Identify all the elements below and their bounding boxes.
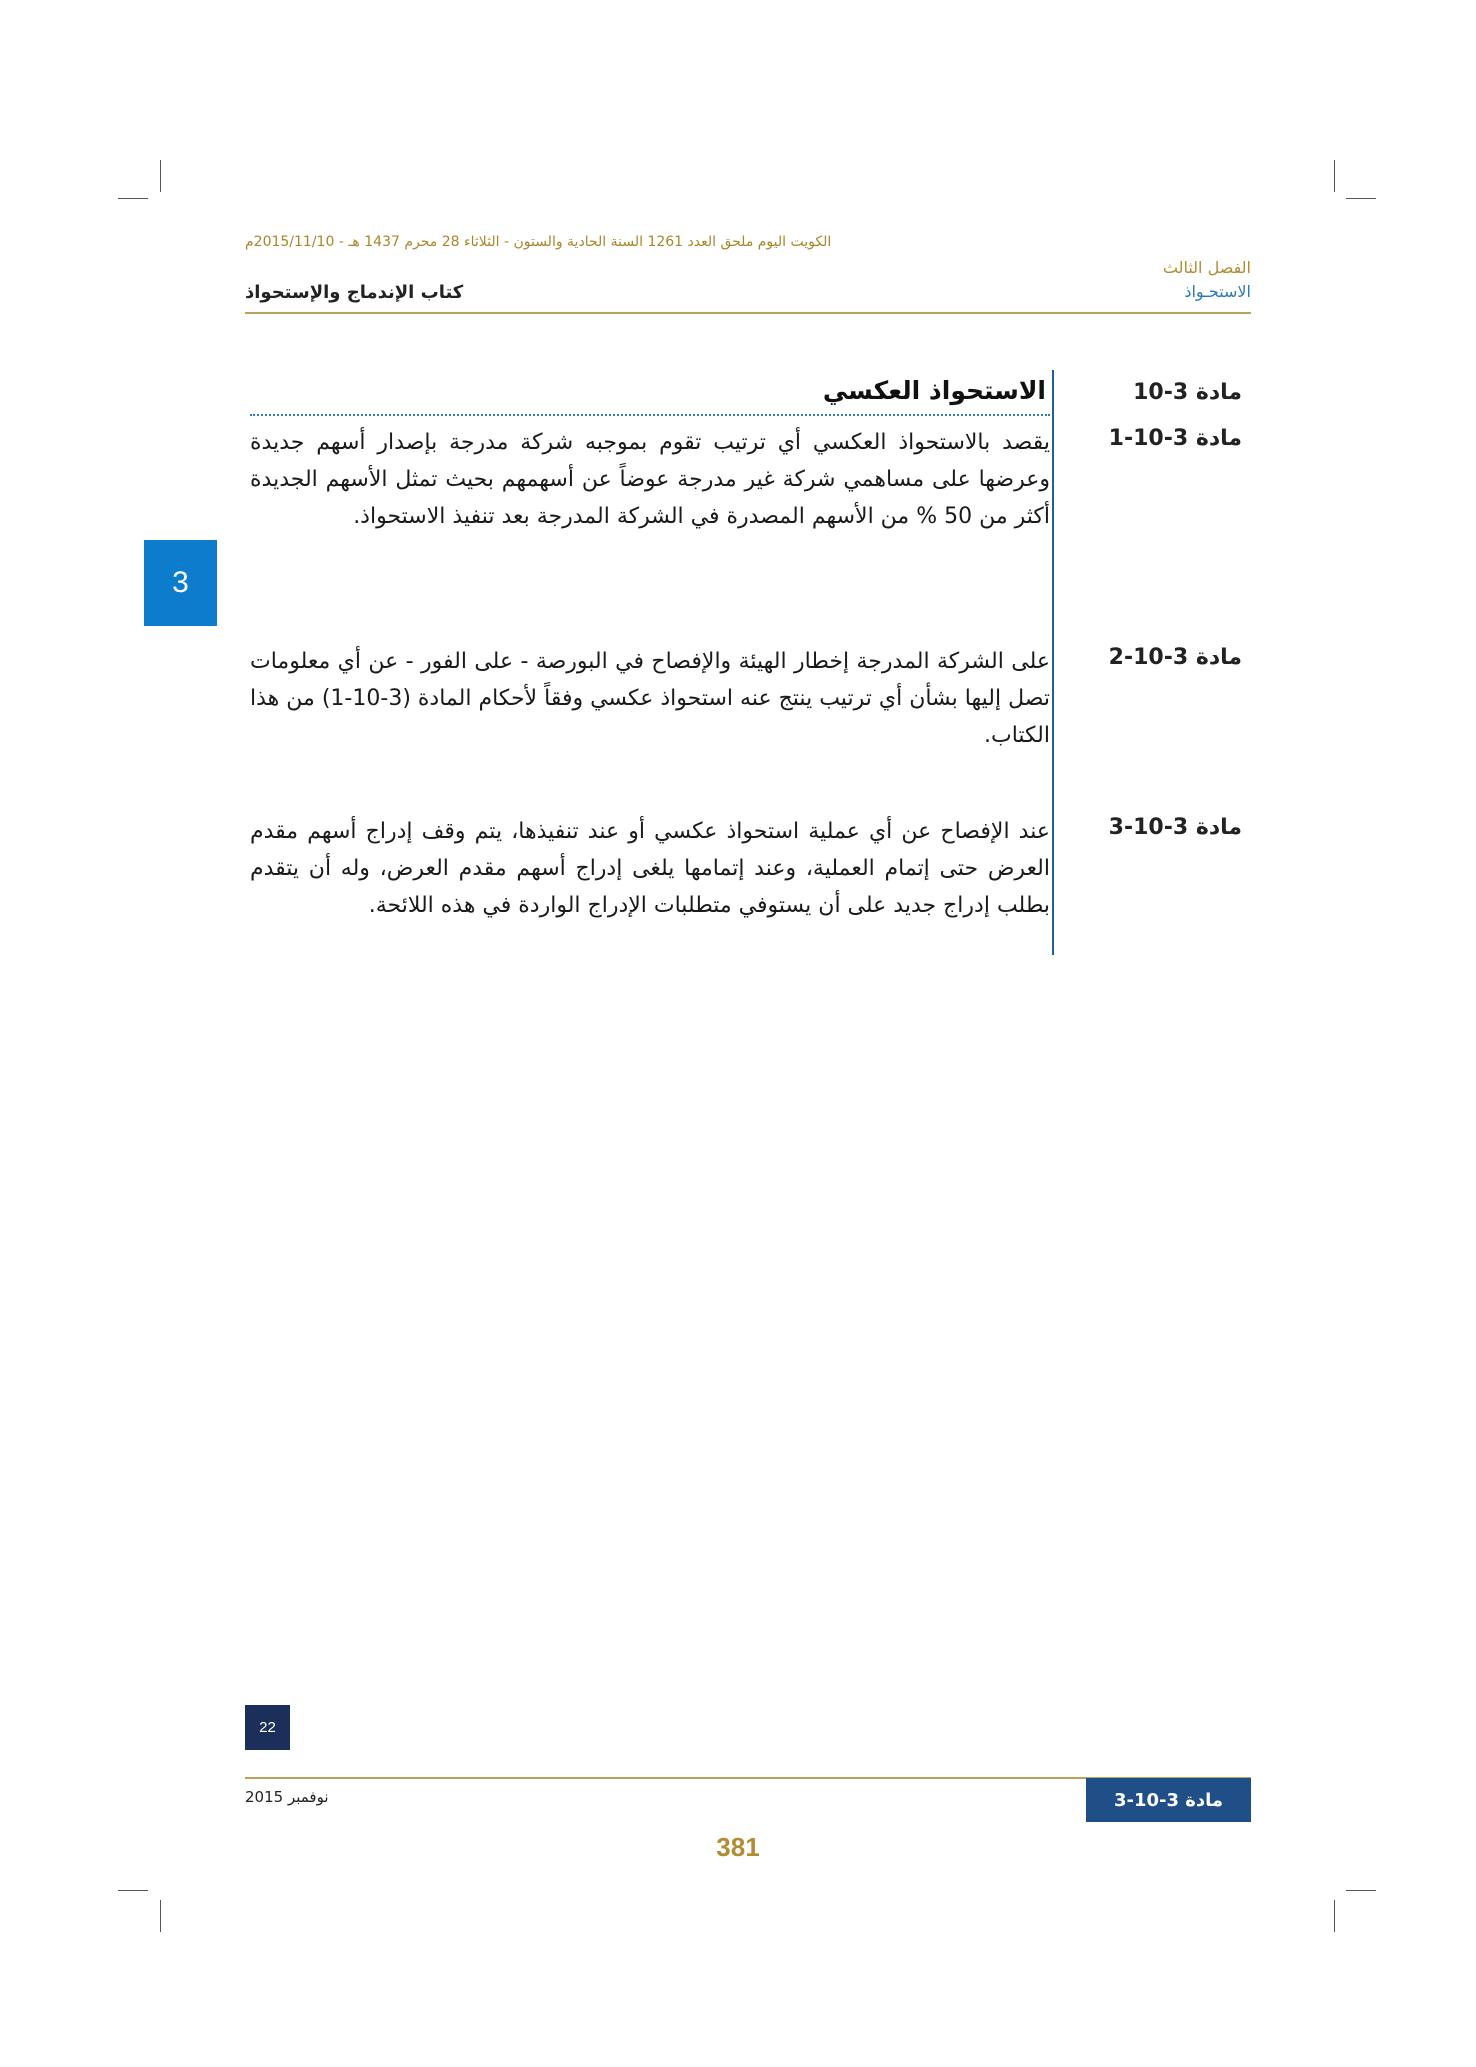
- book-title: كتاب الإندماج والإستحواذ: [245, 282, 464, 303]
- crop-mark: [118, 198, 148, 199]
- chapter-side-tab: 3: [144, 540, 217, 626]
- crop-mark: [160, 160, 161, 192]
- article-text: على الشركة المدرجة إخطار الهيئة والإفصاح في البورصة - على الفور - عن أي معلومات تصل إليها بشأن أي ترتيب ينتج عنه استحواذ عكسي وفقاً لأحكام المادة (3-10-1) من هذا الكتاب.: [250, 649, 1050, 748]
- header-divider: [245, 312, 1251, 314]
- section-label: مادة 3-10: [1133, 380, 1242, 405]
- crop-mark: [160, 1900, 161, 1932]
- crop-mark: [1346, 1890, 1376, 1891]
- page-box: 22: [245, 1705, 290, 1750]
- crop-mark: [1334, 1900, 1335, 1932]
- chapter-subtitle: الاستحـواذ: [1184, 282, 1251, 301]
- crop-mark: [1334, 160, 1335, 192]
- chapter-title: الفصل الثالث: [1162, 258, 1251, 277]
- crop-mark: [1346, 198, 1376, 199]
- crop-mark: [118, 1890, 148, 1891]
- section-heading: الاستحواذ العكسي: [822, 376, 1046, 405]
- article-text: عند الإفصاح عن أي عملية استحواذ عكسي أو عند تنفيذها، يتم وقف إدراج أسهم مقدم العرض حتى إتمام العملية، وعند إتمامها يلغى إدراج أسهم مقدم العرض، وله أن يتقدم بطلب إدراج جديد على أن يستوفي متطلبات الإدراج الواردة في هذه اللائحة.: [250, 819, 1050, 918]
- footer-date: نوفمبر 2015: [245, 1788, 329, 1806]
- header-meta: الكويت اليوم ملحق العدد 1261 السنة الحادية والستون - الثلاثاء 28 محرم 1437 هـ - 2015/11/10م: [245, 234, 832, 250]
- article-label: مادة 3-10-3: [1108, 815, 1242, 840]
- article-label: مادة 3-10-1: [1108, 426, 1242, 451]
- dotted-separator: [250, 414, 1050, 416]
- article-label: مادة 3-10-2: [1108, 645, 1242, 670]
- footer-article-tag: مادة 3-10-3: [1086, 1778, 1251, 1822]
- column-divider: [1052, 370, 1054, 955]
- page-number: 381: [716, 1832, 760, 1862]
- article-text: يقصد بالاستحواذ العكسي أي ترتيب تقوم بموجبه شركة مدرجة بإصدار أسهم جديدة وعرضها على مساهمي شركة غير مدرجة عوضاً عن أسهمهم بحيث تمثل الأسهم الجديدة أكثر من 50 % من الأسهم المصدرة في الشركة المدرجة بعد تنفيذ الاستحواذ.: [250, 430, 1050, 529]
